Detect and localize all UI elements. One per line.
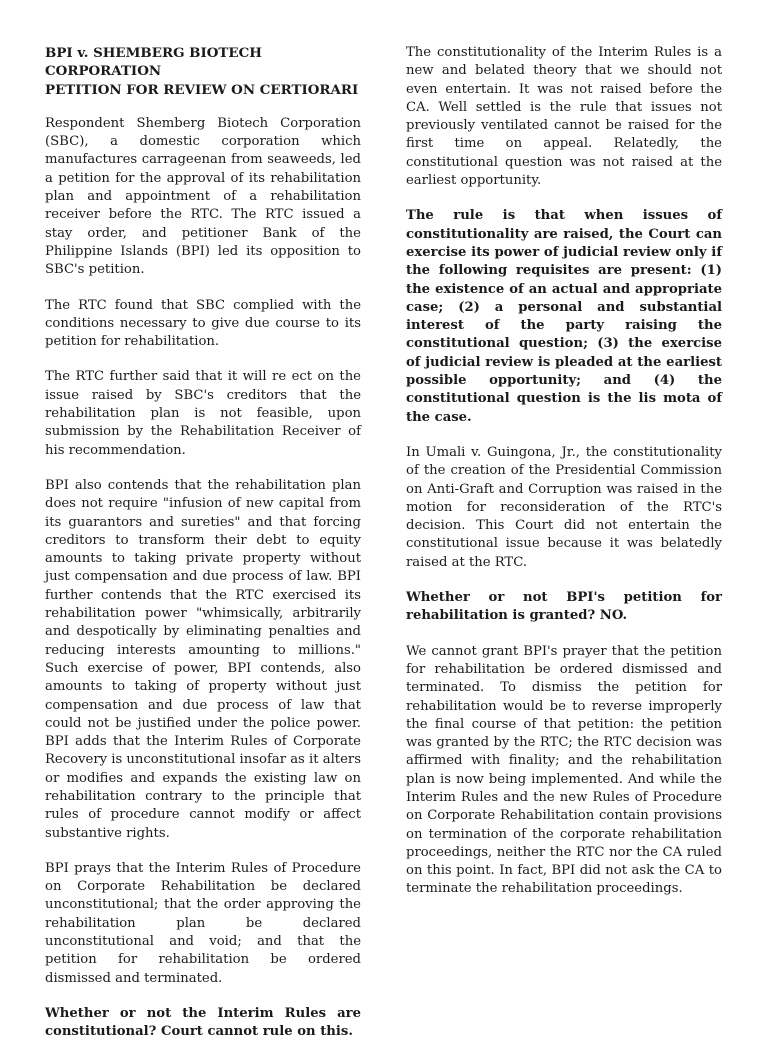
- title-line-2: PETITION FOR REVIEW ON CERTIORARI: [45, 81, 359, 98]
- left-paragraph: Respondent Shemberg Biotech Corporation (SBC), a domestic corporation which manufactures carrageenan from seaweeds, led a petition for the approval of its rehabilitation plan and appointment of a rehabilitation receiver before the RTC. The RTC issued a stay order, and petitioner Bank of the Philippine Islands (BPI) led its opposition to SBC's petition.: [45, 115, 361, 278]
- left-paragraph: BPI prays that the Interim Rules of Procedure on Corporate Rehabilitation be declared unconstitutional; that the order approving the rehabilitation plan be declared unconstitutional and void; and that the petition for rehabilitation be ordered dismissed and terminated.: [45, 860, 361, 986]
- right-paragraph: We cannot grant BPI's prayer that the petition for rehabilitation be ordered dismissed and terminated. To dismiss the petition for rehabilitation would be to reverse improperly the final course of that petition: the petition was granted by the RTC; the RTC decision was affirmed with finality; and the rehabilitation plan is now being implemented. And while the Interim Rules and the new Rules of Procedure on Corporate Rehabilitation contain provisions on termination of the corporate rehabilitation proceedings, neither the RTC nor the CA ruled on this point. In fact, BPI did not ask the CA to terminate the rehabilitation proceedings.: [406, 643, 722, 897]
- issue-heading-rehabilitation: Whether or not BPI's petition for rehabilitation is granted? NO.: [406, 590, 722, 624]
- left-column: [45, 44, 361, 1059]
- issue-heading-constitutionality: Whether or not the Interim Rules are constitutional? Court cannot rule on this.: [45, 1005, 361, 1040]
- left-paragraph: The RTC found that SBC complied with the conditions necessary to give due course to its petition for rehabilitation.: [45, 297, 361, 350]
- judicial-review-requisites: The rule is that when issues of constitutionality are raised, the Court can exercise its power of judicial review only if the following requisites are present: (1) the existence of an actual and appropriate case; (2) a personal and substantial interest of the party raising the constitutional question; (3) the exercise of judicial review is pleaded at the earliest possible opportunity; and (4) the constitutional question is the lis mota of the case.: [406, 208, 722, 425]
- left-paragraph: BPI also contends that the rehabilitation plan does not require "infusion of new capital from its guarantors and sureties" and that forcing creditors to transform their debt to equity amounts to taking private property without just compensation and due process of law. BPI further contends that the RTC exercised its rehabilitation power "whimsically, arbitrarily and despotically by eliminating penalties and reducing interests amounting to millions." Such exercise of power, BPI contends, also amounts to taking of property without just compensation and due process of law that could not be justified under the police power. BPI adds that the Interim Rules of Corporate Recovery is unconstitutional insofar as it alters or modifies and expands the existing law on rehabilitation contrary to the principle that rules of procedure cannot modify or affect substantive rights.: [45, 477, 361, 841]
- right-column: [406, 44, 722, 916]
- right-paragraph: The constitutionality of the Interim Rules is a new and belated theory that we should not even entertain. It was not raised before the CA. Well settled is the rule that issues not previously ventilated cannot be raised for the first time on appeal. Relatedly, the constitutional question was not raised at the earliest opportunity.: [406, 45, 722, 189]
- left-paragraph: The RTC further said that it will re ect on the issue raised by SBC's creditors that the rehabilitation plan is not feasible, upon submission by the Rehabilitation Receiver of his recommendation.: [45, 369, 361, 458]
- right-paragraph: In Umali v. Guingona, Jr., the constitutionality of the creation of the Presidential Commission on Anti-Graft and Corruption was raised in the motion for reconsideration of the RTC's decision. This Court did not entertain the constitutional issue because it was belatedly raised at the RTC.: [406, 444, 722, 570]
- document-title: [45, 44, 361, 99]
- title-line-1: BPI v. SHEMBERG BIOTECH CORPORATION: [45, 45, 262, 80]
